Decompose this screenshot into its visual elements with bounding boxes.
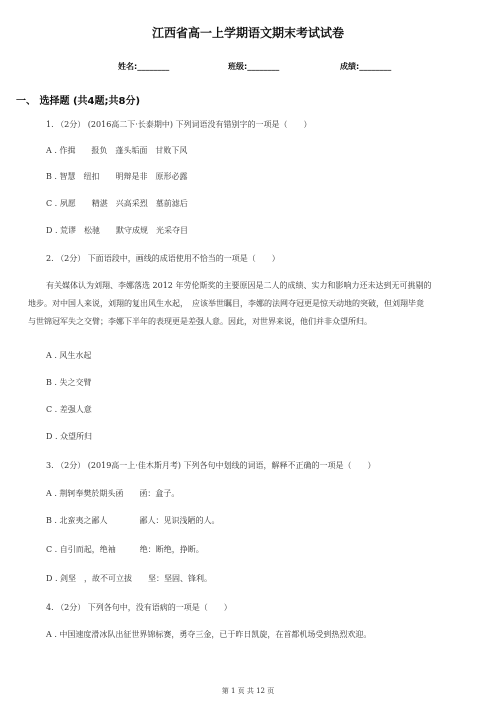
question-4-stem: 4. （2分） 下列各句中，没有语病的一项是（ ） [46,603,232,612]
class-field: 班级:________ [228,62,280,71]
page-footer: 第 1 页 共 12 页 [221,687,275,695]
question-1-stem: 1. （2分） (2016高二下·长泰期中) 下列词语没有错别字的一项是（ ） [46,120,312,129]
section-heading: 一、 选择题 (共4题;共8分) [16,96,141,107]
student-info-row [0,61,496,75]
question-2-passage-line-1: 有关媒体认为刘翔、李娜落选 2012 年劳伦斯奖的主要原因是二人的成绩、实力和影响力还未达到无可挑剔的 [46,281,432,290]
question-3-option-d: D . 剑坚 ，故不可立拔 坚：坚固、锋利。 [46,574,213,583]
question-2-passage-line-3: 与世锦冠军失之交臂；李娜下半年的表现更是差强人意。因此，对世界来说，他们并非众望所归。 [28,317,372,326]
question-1-option-a: A . 作揖 报负 蓬头垢面 甘败下风 [46,146,188,155]
question-4-option-a: A . 中国速度滑冰队出征世界锦标赛，勇夺三金，已于昨日凯旋，在首都机场受到热烈欢迎。 [46,630,372,639]
question-3-option-b: B . 北蛮夷之鄙人 鄙人：见识浅陋的人。 [46,516,220,525]
page-title: 江西省高一上学期语文期末考试试卷 [151,26,344,40]
question-3-option-c: C . 自引而起，绝袖 绝：断绝，挣断。 [46,545,204,554]
score-field: 成绩:________ [340,62,392,71]
question-2-option-d: D . 众望所归 [46,432,93,441]
question-3-stem: 3. （2分） (2019高一上·佳木斯月考) 下列各句中划线的词语，解释不正确的一项是（ ） [46,461,376,470]
question-1-option-d: D . 荒谬 松驰 默守成规 光采夺目 [46,226,189,235]
question-1-option-c: C . 夙愿 精湛 兴高采烈 墓前滤后 [46,199,188,208]
question-1-option-b: B . 智慧 纽扣 明辩是非 原形必露 [46,172,188,181]
question-2-option-b: B . 失之交臂 [46,378,92,387]
question-2-stem: 2. （2分） 下面语段中，画线的成语使用不恰当的一项是（ ） [46,254,280,263]
question-3-option-a: A . 荆轲奉樊於期头函 函：盒子。 [46,489,180,498]
question-2-passage-line-2: 地步。对中国人来说，刘翔的复出风生水起， 应该举世瞩目，李娜的法网夺冠更是惊天动地的突破，但刘翔毕竟 [28,299,424,308]
question-2-option-a: A . 风生水起 [46,351,92,360]
name-field: 姓名:________ [118,62,170,71]
question-2-option-c: C . 差强人意 [46,405,92,414]
